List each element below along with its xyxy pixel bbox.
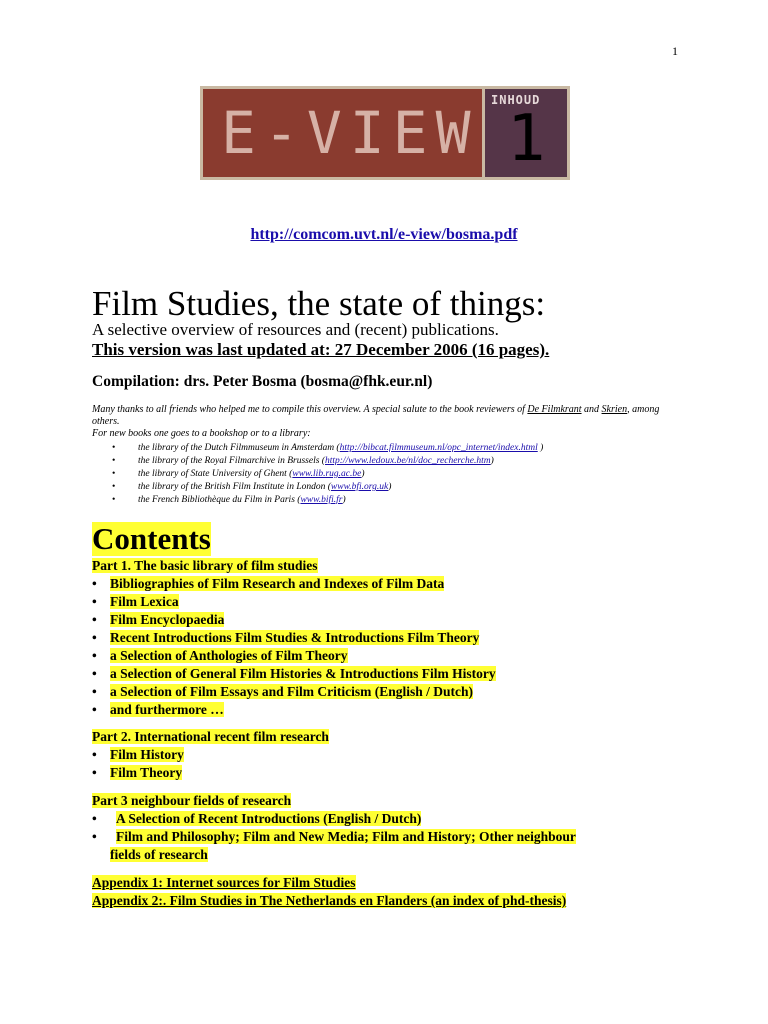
toc-item bbox=[92, 810, 576, 828]
toc-item-label[interactable]: a Selection of Anthologies of Film Theory bbox=[110, 648, 348, 663]
toc-item-label[interactable]: fields of research bbox=[110, 847, 208, 862]
library-text: the library of the Royal Filmarchive in Brussels ( bbox=[138, 456, 325, 466]
toc-item-label[interactable]: Bibliographies of Film Research and Indexes of Film Data bbox=[110, 576, 445, 591]
toc-item-label[interactable]: Recent Introductions Film Studies & Introductions Film Theory bbox=[110, 630, 480, 645]
library-list bbox=[112, 442, 543, 507]
library-link[interactable]: http://bibcat.filmmuseum.nl/opc_internet/index.html bbox=[339, 443, 538, 453]
toc-item bbox=[92, 593, 496, 611]
list-item bbox=[112, 442, 543, 455]
page-number: 1 bbox=[672, 44, 678, 58]
toc-item bbox=[92, 683, 496, 701]
library-link[interactable]: www.bfi.org.uk bbox=[330, 482, 389, 492]
toc-item-label[interactable]: Film Theory bbox=[110, 765, 183, 780]
toc-part-title[interactable]: Part 1. The basic library of film studies bbox=[92, 558, 318, 573]
toc-item bbox=[92, 828, 576, 846]
logo-issue-box bbox=[485, 89, 567, 177]
toc-item-label[interactable]: Film Lexica bbox=[110, 594, 179, 609]
library-text: the French Bibliothèque du Film in Paris ( bbox=[138, 495, 301, 505]
toc-item bbox=[92, 764, 329, 782]
logo-title: E-VIEW bbox=[203, 89, 482, 177]
thanks-post: , among others. bbox=[92, 404, 660, 427]
toc-item-label[interactable]: A Selection of Recent Introductions (English / Dutch) bbox=[116, 811, 422, 826]
last-updated: This version was last updated at: 27 December 2006 (16 pages). bbox=[92, 340, 550, 359]
library-text-end: ) bbox=[537, 443, 544, 453]
page-title: Film Studies, the state of things: bbox=[92, 284, 546, 323]
toc-item bbox=[92, 575, 496, 593]
acknowledgements bbox=[92, 404, 682, 440]
toc-item-continuation bbox=[92, 846, 576, 864]
toc-appendix-2[interactable]: Appendix 2:. Film Studies in The Netherlands en Flanders (an index of phd-thesis) bbox=[92, 893, 567, 908]
library-link[interactable]: www.bifi.fr bbox=[300, 495, 343, 505]
list-item bbox=[112, 481, 543, 494]
library-text-end: ) bbox=[342, 495, 346, 505]
e-view-logo bbox=[200, 86, 570, 180]
toc-item bbox=[92, 746, 329, 764]
toc-part-3 bbox=[92, 792, 576, 864]
toc-item bbox=[92, 665, 496, 683]
list-item bbox=[112, 468, 543, 481]
toc-item-label[interactable]: Film Encyclopaedia bbox=[110, 612, 225, 627]
toc-part-2 bbox=[92, 728, 329, 782]
list-item bbox=[112, 494, 543, 507]
document-url bbox=[0, 226, 768, 244]
library-text-end: ) bbox=[388, 482, 392, 492]
toc-item-label[interactable]: and furthermore … bbox=[110, 702, 224, 717]
toc-appendices bbox=[92, 874, 566, 910]
list-item bbox=[112, 455, 543, 468]
library-text: the library of the British Film Institute in London ( bbox=[138, 482, 331, 492]
library-text: the library of the Dutch Filmmuseum in Amsterdam ( bbox=[138, 443, 340, 453]
link-skrien[interactable]: Skrien bbox=[601, 404, 628, 415]
toc-item-label[interactable]: a Selection of General Film Histories & Introductions Film History bbox=[110, 666, 496, 681]
contents-heading: Contents bbox=[92, 521, 211, 556]
toc-part-1 bbox=[92, 557, 496, 719]
toc-item bbox=[92, 611, 496, 629]
link-de-filmkrant[interactable]: De Filmkrant bbox=[527, 404, 582, 415]
document-url-link[interactable]: http://comcom.uvt.nl/e-view/bosma.pdf bbox=[250, 226, 518, 243]
library-text-end: ) bbox=[361, 469, 365, 479]
toc-part-title[interactable]: Part 2. International recent film research bbox=[92, 729, 329, 744]
toc-item bbox=[92, 629, 496, 647]
toc-appendix-1[interactable]: Appendix 1: Internet sources for Film Studies bbox=[92, 875, 356, 890]
toc-item-label[interactable]: Film and Philosophy; Film and New Media; Film and History; Other neighbour bbox=[116, 829, 576, 844]
logo-tag: INHOUD bbox=[491, 93, 541, 107]
thanks-mid: and bbox=[581, 404, 602, 415]
logo-number: 1 bbox=[507, 102, 546, 176]
page-subtitle: A selective overview of resources and (recent) publications. bbox=[92, 320, 499, 339]
library-text: the library of State University of Ghent ( bbox=[138, 469, 293, 479]
compilation-credit: Compilation: drs. Peter Bosma (bosma@fhk.eur.nl) bbox=[92, 373, 433, 390]
toc-item-label[interactable]: Film History bbox=[110, 747, 184, 762]
toc-item bbox=[92, 647, 496, 665]
library-text-end: ) bbox=[490, 456, 494, 466]
thanks-text: Many thanks to all friends who helped me to compile this overview. A special salute to the book reviewers of bbox=[92, 404, 528, 415]
toc-item bbox=[92, 701, 496, 719]
toc-item-label[interactable]: a Selection of Film Essays and Film Criticism (English / Dutch) bbox=[110, 684, 474, 699]
libraries-intro: For new books one goes to a bookshop or to a library: bbox=[92, 428, 311, 439]
library-link[interactable]: www.lib.rug.ac.be bbox=[292, 469, 362, 479]
toc-part-title[interactable]: Part 3 neighbour fields of research bbox=[92, 793, 292, 808]
library-link[interactable]: http://www.ledoux.be/nl/doc_recherche.htm bbox=[324, 456, 491, 466]
